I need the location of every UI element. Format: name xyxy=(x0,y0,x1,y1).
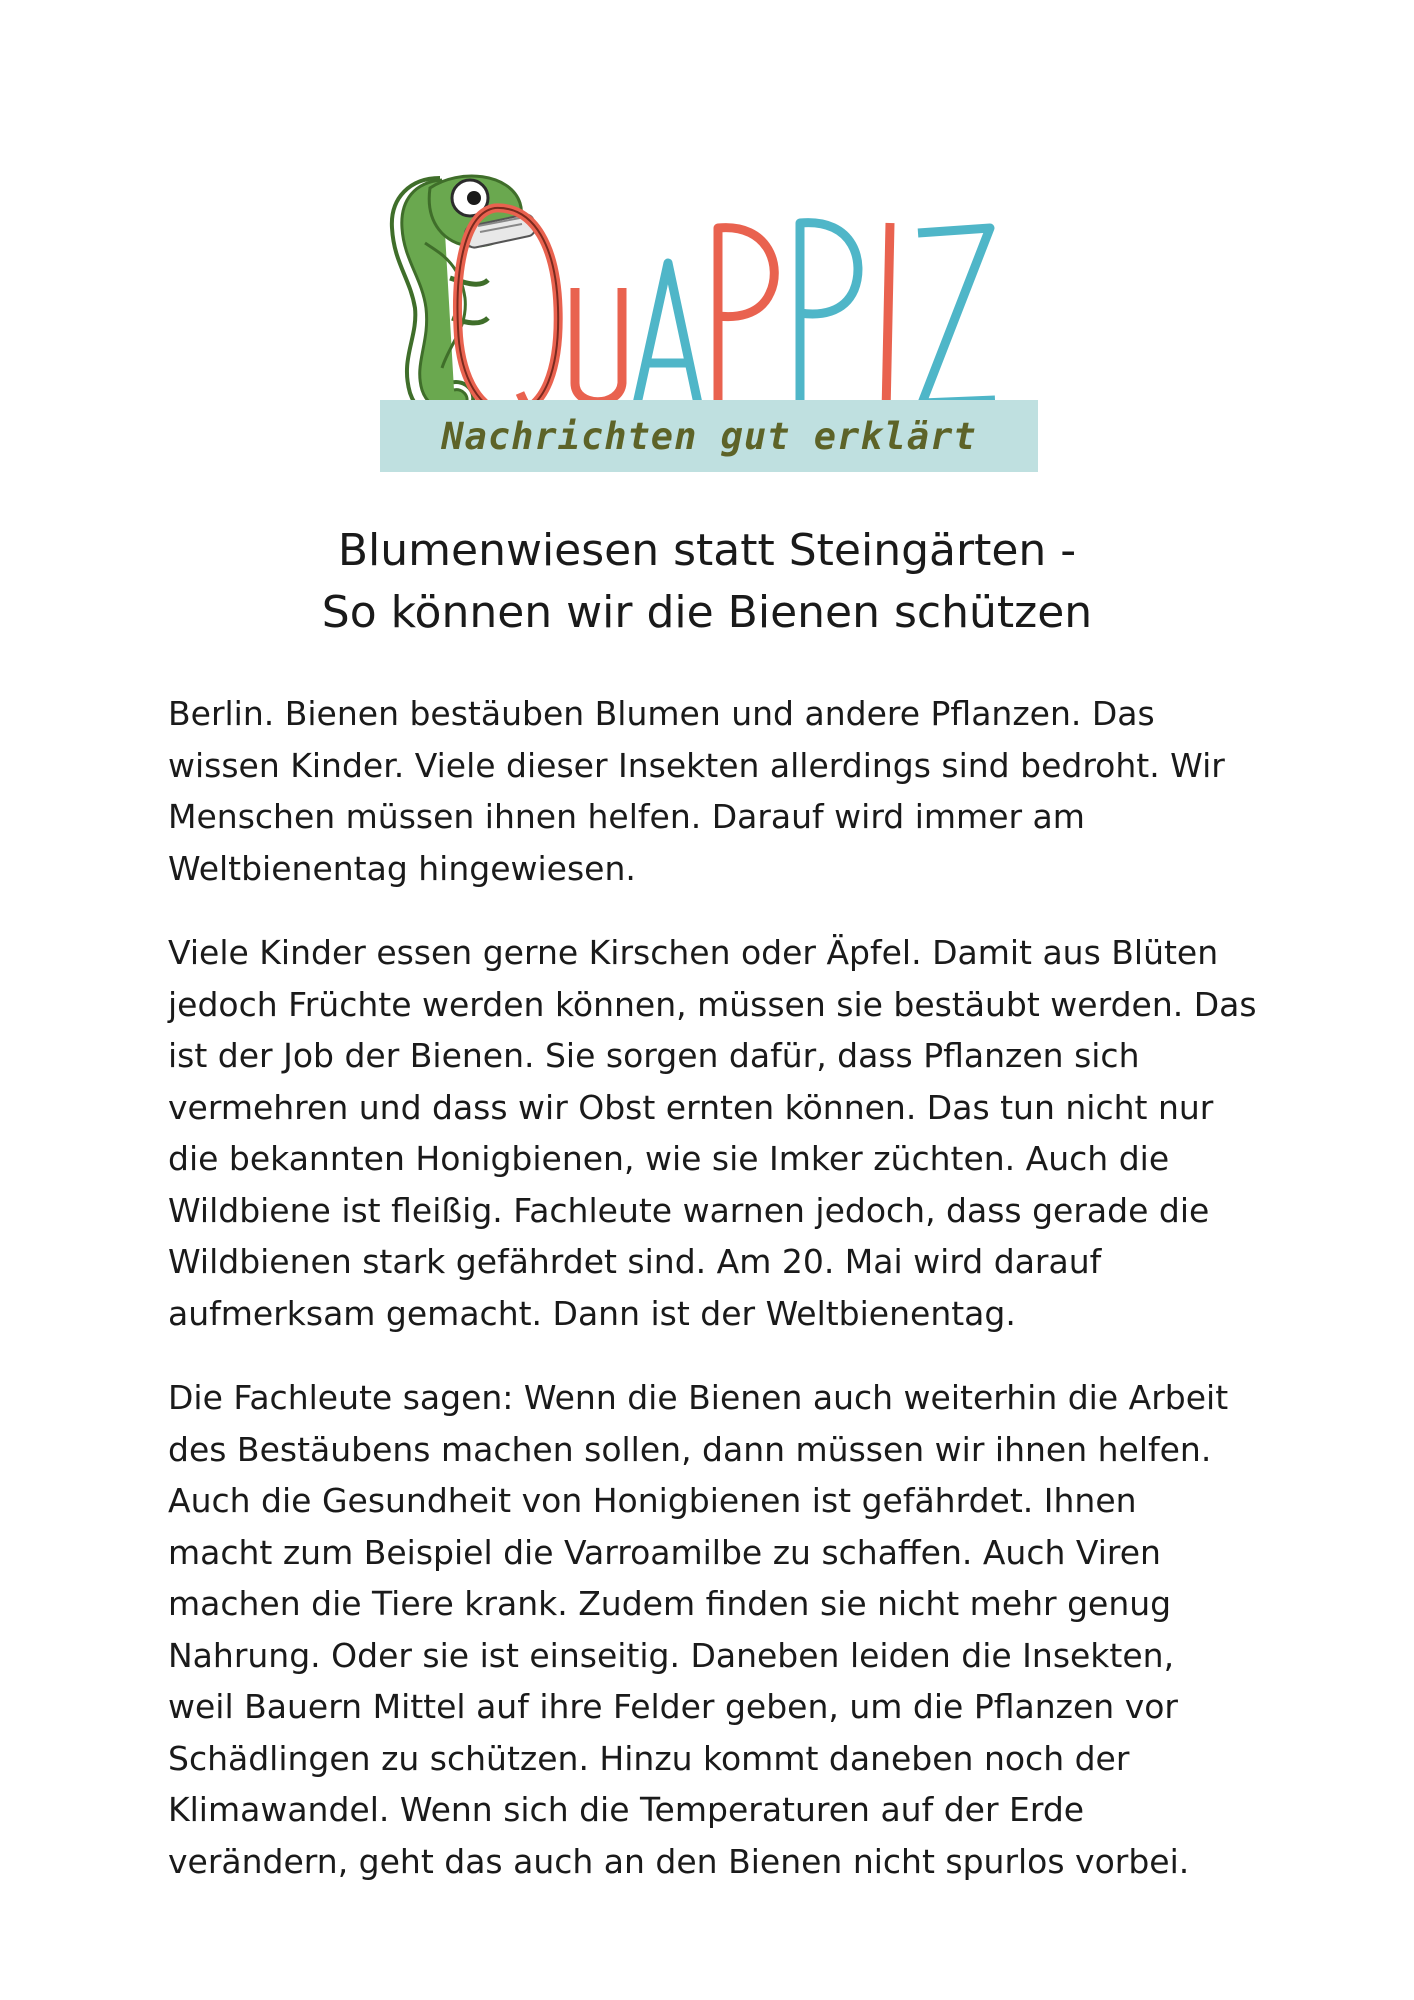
text-line: Schädlingen zu schützen. Hinzu kommt daneben noch der xyxy=(168,1738,1130,1778)
text-line: Wildbiene ist fleißig. Fachleute warnen jedoch, dass gerade die xyxy=(168,1190,1210,1230)
article-title-line: Blumenwiesen statt Steingärten - xyxy=(337,525,1077,576)
text-line: jedoch Früchte werden können, müssen sie bestäubt werden. Das xyxy=(168,984,1257,1024)
text-line: vermehren und dass wir Obst ernten können. Das tun nicht nur xyxy=(168,1087,1214,1127)
letter-p1-icon xyxy=(718,228,774,413)
letter-a-icon xyxy=(635,263,700,413)
text-line: Berlin. Bienen bestäuben Blumen und andere Pflanzen. Das xyxy=(168,694,1155,733)
article-paragraph xyxy=(168,927,1268,1339)
text-line: macht zum Beispiel die Varroamilbe zu schaffen. Auch Viren xyxy=(168,1532,1161,1572)
text-line: verändern, geht das auch an den Bienen nicht spurlos vorbei. xyxy=(168,1841,1190,1881)
text-line: Nahrung. Oder sie ist einseitig. Daneben leiden die Insekten, xyxy=(168,1635,1175,1675)
article-body xyxy=(168,688,1268,1920)
text-line: Klimawandel. Wenn sich die Temperaturen auf der Erde xyxy=(168,1790,1085,1829)
text-line: Viele Kinder essen gerne Kirschen oder Äpfel. Damit aus Blüten xyxy=(168,933,1219,972)
text-line: Auch die Gesundheit von Honigbienen ist gefährdet. Ihnen xyxy=(168,1481,1137,1520)
letter-u-icon xyxy=(575,288,622,402)
text-line: weil Bauern Mittel auf ihre Felder geben, um die Pflanzen vor xyxy=(168,1687,1178,1726)
article-title xyxy=(0,520,1414,644)
text-line: machen die Tiere krank. Zudem finden sie nicht mehr genug xyxy=(168,1584,1172,1623)
logo-tagline-bar xyxy=(380,400,1038,472)
article-title-line: So können wir die Bienen schützen xyxy=(321,587,1093,638)
text-line: Menschen müssen ihnen helfen. Darauf wird immer am xyxy=(168,797,1085,836)
text-line: Die Fachleute sagen: Wenn die Bienen auch weiterhin die Arbeit xyxy=(168,1378,1229,1417)
letter-i-icon xyxy=(886,223,890,413)
letter-z-icon xyxy=(918,228,995,403)
text-line: die bekannten Honigbienen, wie sie Imker züchten. Auch die xyxy=(168,1139,1170,1178)
text-line: Weltbienentag hingewiesen. xyxy=(168,848,636,888)
article-paragraph xyxy=(168,1372,1268,1887)
article-paragraph xyxy=(168,688,1268,894)
letter-p2-icon xyxy=(800,223,858,413)
text-line: Wildbienen stark gefährdet sind. Am 20. Mai wird darauf xyxy=(168,1242,1102,1281)
text-line: ist der Job der Bienen. Sie sorgen dafür, dass Pflanzen sich xyxy=(168,1036,1140,1075)
text-line: aufmerksam gemacht. Dann ist der Weltbienentag. xyxy=(168,1293,1016,1333)
logo-tagline: Nachrichten gut erklärt xyxy=(441,414,977,458)
text-line: des Bestäubens machen sollen, dann müssen wir ihnen helfen. xyxy=(168,1429,1212,1469)
text-line: wissen Kinder. Viele dieser Insekten allerdings sind bedroht. Wir xyxy=(168,745,1225,785)
